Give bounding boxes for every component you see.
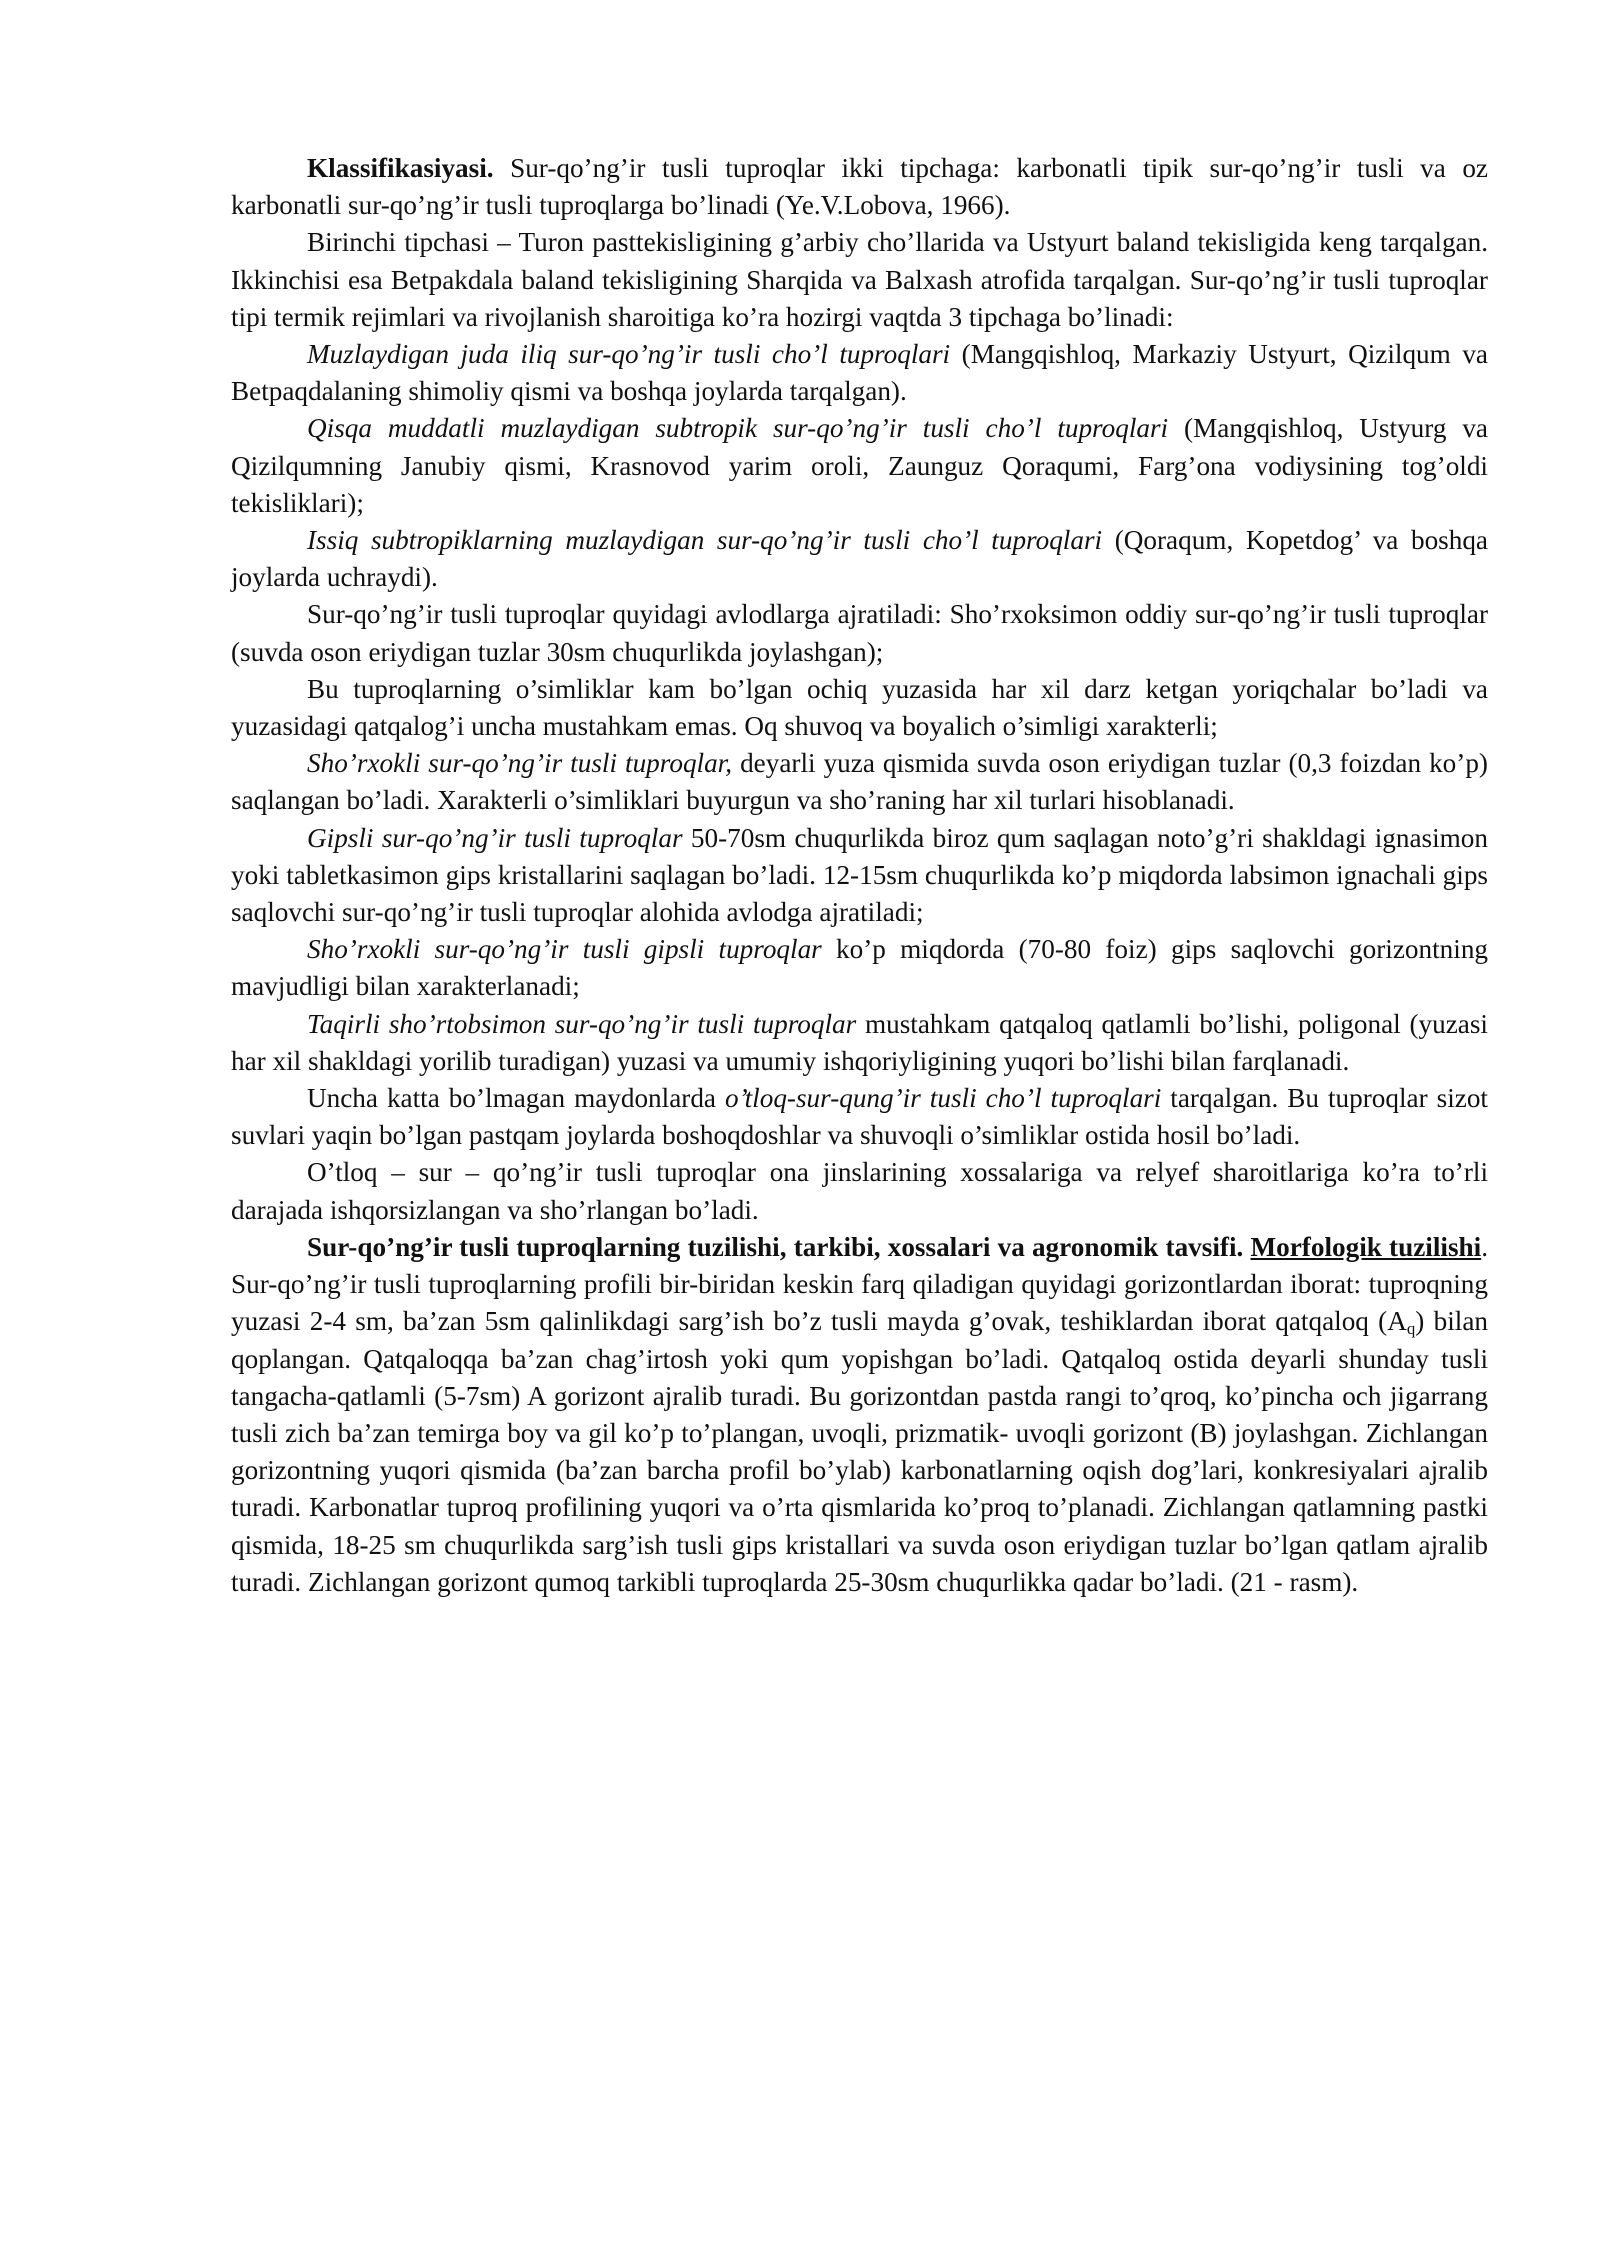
paragraph-subtype-3 [231,522,1488,596]
paragraph-text: Sur-qo’ng’ir tusli tuproqlar ikki tipchaga: karbonatli tipik sur-qo’ng’ir tusli va oz karbonatli sur-qo’ng’ir tusli tuproqlarga bo’linadi (Ye.V.Lobova, 1966). [231,153,1488,221]
document-page [231,150,1488,1601]
paragraph-solonchak-gypsum [231,931,1488,1005]
bold-lead: Klassifikasiyasi. [307,153,494,183]
paragraph-gypsum [231,820,1488,932]
paragraph-text: . Sur-qo’ng’ir tusli tuproqlarning profili bir-biridan keskin farq qiladigan quyidagi gorizontlardan iborat: tuproqning yuzasi 2-4 sm, ba’zan 5sm qalinlikdagi sarg’ish bo’z tusli mayda g’ovak, teshiklardan iborat qatqaloq (A [231,1231,1488,1337]
paragraph-text: deyarli yuza qismida suvda oson eriydigan tuzlar (0,3 foizdan ko’p) saqlangan bo’ladi. Xarakterli o’simliklari buyurgun va sho’raning har xil turlari hisoblanadi. [231,748,1488,816]
italic-term: Muzlaydigan juda iliq sur-qo’ng’ir tusli cho’l tuproqlari [307,339,951,370]
subscript: q [1406,1319,1416,1339]
italic-term: Issiq subtropiklarning muzlaydigan sur-qo’ng’ir tusli cho’l tuproqlari [307,525,1103,556]
paragraph-generations [231,596,1488,670]
paragraph-text: ko’p miqdorda (70-80 foiz) gips saqlovchi gorizontning mavjudligi bilan xarakterlanadi; [231,934,1489,1002]
paragraph-text: (Mangqishloq, Markaziy Ustyurt, Qizilqum va Betpaqdalaning shimoliy qismi va boshqa joylarda tarqalgan). [231,339,1488,407]
paragraph-classification [231,150,1488,224]
italic-term: Gipsli sur-qo’ng’ir tusli tuproqlar [307,822,683,853]
paragraph-solonchak [231,745,1488,819]
paragraph-subtype-1 [231,336,1488,410]
section-heading: Sur-qo’ng’ir tusli tuproqlarning tuzilishi, tarkibi, xossalari va agronomik tavsifi. [307,1231,1244,1262]
paragraph-text: Birinchi tipchasi – Turon pasttekisligining g’arbiy cho’llarida va Ustyurt baland tekisligida keng tarqalgan. Ikkinchisi esa Betpakdala baland tekisligining Sharqida va Balxash atrofida tarqalgan. Sur-qo’ng’ir tusli tuproqlar tipi termik rejimlari va rivojlanish sharoitiga ko’ra hozirgi vaqtda 3 tipchaga bo’linadi: [231,227,1488,332]
italic-term: o’tloq-sur-qung’ir tusli cho’l tuproqlari [725,1083,1162,1114]
paragraph-text: O’tloq – sur – qo’ng’ir tusli tuproqlar ona jinslarining xossalariga va relyef sharoitlariga ko’ra to’rli darajada ishqorsizlangan va sho’rlangan bo’ladi. [231,1157,1488,1225]
paragraph-morphology [231,1229,1488,1601]
paragraph-meadow [231,1080,1488,1154]
paragraph-first-subtype [231,224,1488,336]
subsection-heading: Morfologik tuzilishi [1250,1231,1482,1262]
paragraph-text: Uncha katta bo’lmagan maydonlarda [307,1083,725,1114]
paragraph-text: Sur-qo’ng’ir tusli tuproqlar quyidagi avlodlarga ajratiladi: Sho’rxoksimon oddiy sur-qo’ng’ir tusli tuproqlar (suvda oson eriydigan tuzlar 30sm chuqurlikda joylashgan); [231,599,1488,667]
paragraph-text: (Mangqishloq, Ustyurg va Qizilqumning Janubiy qismi, Krasnovod yarim oroli, Zaunguz Qoraqumi, Farg’ona vodiysining tog’oldi tekisliklari); [231,413,1488,518]
paragraph-text: tarqalgan. Bu tuproqlar sizot suvlari yaqin bo’lgan pastqam joylarda boshoqdoshlar va shuvoqli o’simliklar ostida hosil bo’ladi. [231,1083,1488,1151]
paragraph-text: mustahkam qatqaloq qatlamli bo’lishi, poligonal (yuzasi har xil shakldagi yorilib turadigan) yuzasi va umumiy ishqoriyligining yuqori bo’lishi bilan farqlanadi. [231,1008,1488,1076]
paragraph-surface [231,671,1488,745]
paragraph-text: Bu tuproqlarning o’simliklar kam bo’lgan ochiq yuzasida har xil darz ketgan yoriqchalar bo’ladi va yuzasidagi qatqalog’i uncha mustahkam emas. Oq shuvoq va boyalich o’simligi xarakterli; [231,673,1488,742]
paragraph-subtype-2 [231,410,1488,522]
paragraph-text: (Qoraqum, Kopetdog’ va boshqa joylarda uchraydi). [231,525,1489,593]
italic-term: Sho’rxokli sur-qo’ng’ir tusli gipsli tuproqlar [307,934,822,965]
paragraph-takyr [231,1006,1488,1080]
paragraph-meadow-properties [231,1154,1488,1228]
italic-term: Qisqa muddatli muzlaydigan subtropik sur-qo’ng’ir tusli cho’l tuproqlari [307,413,1169,444]
paragraph-text: ) bilan qoplangan. Qatqaloqqa ba’zan chag’irtosh yoki qum yopishgan bo’ladi. Qatqaloq ostida deyarli shunday tusli tangacha-qatlamli (5-7sm) A gorizont ajralib turadi. Bu gorizontdan pastda rangi to’qroq, ko’pincha och jigarrang tusli zich ba’zan temirga boy va gil ko’p to’plangan, uvoqli, prizmatik- uvoqli gorizont (B) joylashgan. Zichlangan gorizontning yuqori qismida (ba’zan barcha profil bo’ylab) karbonatlarning oqish dog’lari, konkresiyalari ajralib turadi. Karbonatlar tuproq profilining yuqori va o’rta qismlarida ko’proq to’planadi. Zichlangan qatlamning pastki qismida, 18-25 sm chuqurlikda sarg’ish tusli gips kristallari va suvda oson eriydigan tuzlar bo’lgan qatlam ajralib turadi. Zichlangan gorizont qumoq tarkibli tuproqlarda 25-30sm chuqurlikka qadar bo’ladi. (21 - rasm). [231,1306,1488,1597]
italic-term: Taqirli sho’rtobsimon sur-qo’ng’ir tusli tuproqlar [307,1008,857,1039]
paragraph-text: 50-70sm chuqurlikda biroz qum saqlagan noto’g’ri shakldagi ignasimon yoki tabletkasimon gips kristallarini saqlagan bo’ladi. 12-15sm chuqurlikda ko’p miqdorda labsimon ignachali gips saqlovchi sur-qo’ng’ir tusli tuproqlar alohida avlodga ajratiladi; [231,822,1488,928]
italic-term: Sho’rxokli sur-qo’ng’ir tusli tuproqlar, [307,748,733,779]
